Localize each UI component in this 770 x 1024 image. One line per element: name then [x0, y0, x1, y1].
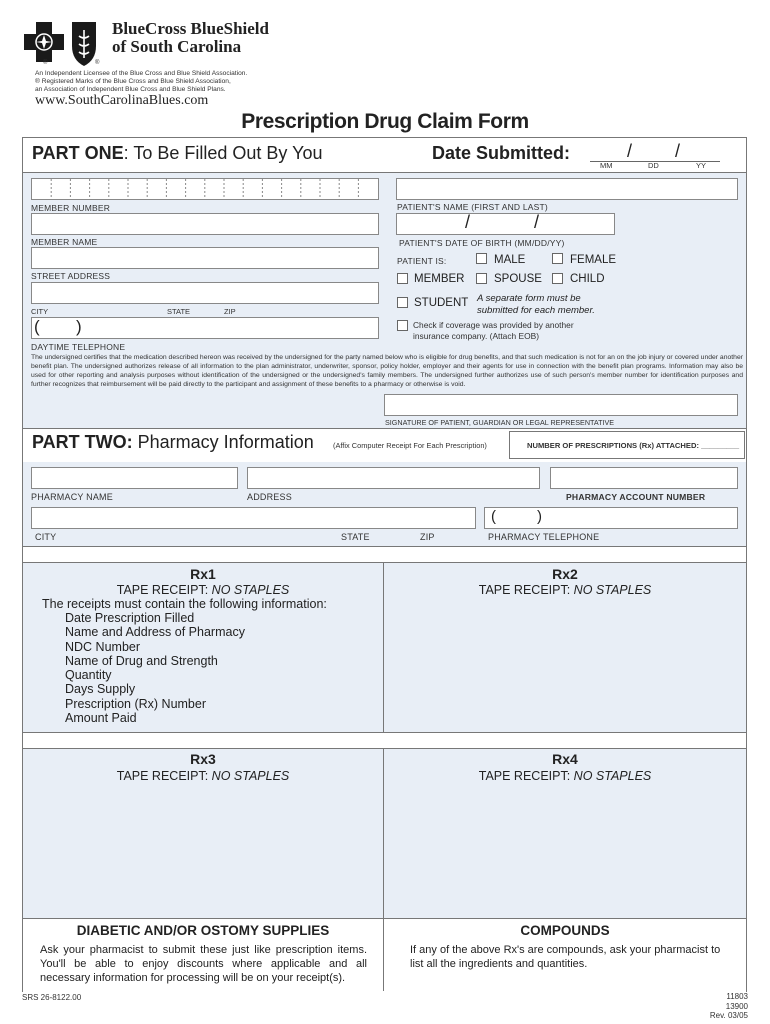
rx4-no-staples: NO STAPLES — [573, 769, 652, 783]
yy-label: YY — [696, 161, 707, 170]
rx2-tape-text: TAPE RECEIPT: — [478, 583, 574, 597]
reg-mark-1: ® — [43, 60, 48, 66]
rx1-tape-text: TAPE RECEIPT: — [116, 583, 212, 597]
rx2-title: Rx2 — [552, 566, 578, 582]
rx4-title: Rx4 — [552, 751, 578, 767]
date-submitted-label: Date Submitted: — [432, 143, 571, 163]
pharmacy-address-input[interactable] — [247, 467, 540, 489]
dd-label: DD — [648, 161, 659, 170]
rx2-no-staples: NO STAPLES — [573, 583, 652, 597]
daytime-telephone-label: DAYTIME TELEPHONE — [31, 342, 126, 352]
patient-is-label: PATIENT IS: — [397, 256, 447, 266]
city-label: CITY — [31, 307, 49, 316]
member-name-input[interactable] — [31, 213, 379, 235]
compounds-title: COMPOUNDS — [520, 923, 610, 938]
female-label: FEMALE — [570, 254, 617, 266]
rx1-tape-note — [23, 583, 383, 597]
part-two-subtitle: Pharmacy Information — [132, 432, 314, 452]
male-checkbox[interactable] — [476, 253, 487, 264]
license-line-2: ® Registered Marks of the Blue Cross and Blue Shield Association, — [35, 78, 231, 86]
pharmacy-name-label: PHARMACY NAME — [31, 492, 113, 502]
required-item: NDC Number — [65, 639, 141, 654]
org-name-line1: BlueCross BlueShield — [112, 19, 269, 38]
reg-mark-2: ® — [95, 60, 100, 66]
required-item: Date Prescription Filled — [65, 611, 195, 625]
diabetic-text: Ask your pharmacist to submit these just like prescription items. You'll be able to enjoy discounts where applicable and all necessary information for processing will be on your receipt(s). — [40, 944, 367, 985]
receipts-intro: The receipts must contain the following information: — [42, 597, 327, 611]
cross-shield-icon — [22, 20, 102, 68]
bcbs-logo — [22, 20, 102, 68]
spouse-checkbox[interactable] — [476, 273, 487, 284]
certification-text: The undersigned certifies that the medication described hereon was received by the undersigned for the party named below who is eligible for drug benefits, and that such medication is not for an on the job injury or covered under another benefit plan. The undersigned authorizes release of all information to the plan administrator, underwriter, sponsor, policy holder, employer and their agents for use in connection with the benefit plan programs. Information may also be used for other reporting and analysis purposes without identification of the undersigned or the undersigned's family members. The undersigned further authorizes use of such person's member number for identification purposes and further recognizes that reimbursement will be paid directly to the participant and assignment of these benefits to a pharmacy or otherwise is void. — [31, 354, 743, 389]
dob-slash-1: / — [465, 212, 471, 232]
date-slash-1: / — [627, 141, 633, 161]
org-name-line2: of South Carolina — [112, 37, 242, 56]
pharmacy-address-label: ADDRESS — [247, 492, 292, 502]
diabetic-title: DIABETIC AND/OR OSTOMY SUPPLIES — [76, 923, 330, 938]
num-rx-label: NUMBER OF PRESCRIPTIONS (Rx) ATTACHED: _________ — [527, 441, 740, 450]
student-label: STUDENT — [414, 297, 469, 309]
member-name-label: MEMBER NAME — [31, 237, 98, 247]
pharmacy-city-input[interactable] — [31, 507, 476, 529]
rx3-tape-note — [23, 769, 383, 783]
rx3-no-staples: NO STAPLES — [211, 769, 290, 783]
rx4-tape-note — [384, 769, 746, 783]
rx1-no-staples: NO STAPLES — [211, 583, 290, 597]
other-coverage-checkbox[interactable] — [397, 320, 408, 331]
member-number-label: MEMBER NUMBER — [31, 203, 111, 213]
part-two-label: PART TWO: — [32, 432, 133, 452]
pharmacy-name-input[interactable] — [31, 467, 238, 489]
patient-dob-input[interactable] — [396, 213, 615, 235]
pharmacy-account-label: PHARMACY ACCOUNT NUMBER — [566, 492, 706, 502]
pharmacy-paren-close: ) — [537, 508, 542, 525]
student-checkbox[interactable] — [397, 297, 408, 308]
member-number-cells — [32, 179, 378, 199]
required-item: Quantity — [65, 668, 112, 683]
female-checkbox[interactable] — [552, 253, 563, 264]
state-label: STATE — [167, 307, 191, 316]
required-item: Amount Paid — [65, 711, 137, 726]
rx4-tape-text: TAPE RECEIPT: — [478, 769, 574, 783]
part-one-title — [32, 143, 322, 164]
separate-form-note: A separate form must be submitted for each member. — [477, 293, 595, 316]
band-2 — [23, 732, 746, 749]
affix-note: (Affix Computer Receipt For Each Prescription) — [333, 441, 487, 450]
patient-name-label: PATIENT'S NAME (FIRST AND LAST) — [397, 202, 548, 212]
pharmacy-telephone-label: PHARMACY TELEPHONE — [488, 532, 600, 542]
license-line-1: An Independent Licensee of the Blue Cross and Blue Shield Association. — [35, 70, 248, 77]
patient-dob-label: PATIENT'S DATE OF BIRTH (MM/DD/YY) — [399, 238, 565, 248]
num-rx-box[interactable] — [509, 431, 745, 459]
required-item: Name of Drug and Strength — [65, 653, 218, 668]
member-label: MEMBER — [414, 273, 465, 285]
rx3-tape-text: TAPE RECEIPT: — [116, 769, 212, 783]
member-number-input[interactable] — [31, 178, 379, 200]
pharmacy-account-input[interactable] — [550, 467, 738, 489]
compounds-text: If any of the above Rx's are compounds, ask your pharmacist to list all the ingredients and quantities. — [410, 944, 721, 971]
street-address-label: STREET ADDRESS — [31, 271, 111, 281]
daytime-telephone-input[interactable] — [31, 317, 379, 339]
required-item: Name and Address of Pharmacy — [65, 625, 245, 640]
child-checkbox[interactable] — [552, 273, 563, 284]
form-code-group — [710, 992, 748, 1021]
member-checkbox[interactable] — [397, 273, 408, 284]
pharmacy-state-label: STATE — [341, 532, 370, 542]
part-two-title — [32, 432, 314, 453]
male-label: MALE — [494, 254, 526, 266]
website[interactable]: www.SouthCarolinaBlues.com — [35, 93, 209, 108]
form-code-2: 13900 — [725, 1001, 748, 1011]
srs-code: SRS 26-8122.00 — [22, 993, 82, 1002]
date-submitted-field[interactable] — [590, 141, 720, 170]
part-one-label: PART ONE — [32, 143, 124, 163]
form-code-1: 11803 — [726, 992, 748, 1001]
rx3-title: Rx3 — [190, 751, 216, 767]
date-slash-2: / — [675, 141, 681, 161]
signature-input[interactable] — [384, 394, 738, 416]
mm-label: MM — [600, 161, 613, 170]
pharmacy-zip-label: ZIP — [420, 532, 435, 542]
required-item: Days Supply — [65, 682, 136, 697]
pharmacy-telephone-input[interactable] — [484, 507, 738, 529]
form-title: Prescription Drug Claim Form — [241, 110, 529, 133]
eob-note: Check if coverage was provided by another insurance company. (Attach EOB) — [413, 320, 574, 341]
spouse-label: SPOUSE — [494, 273, 542, 285]
child-label: CHILD — [570, 273, 605, 285]
rx1-title: Rx1 — [190, 566, 216, 582]
part-one-subtitle: : To Be Filled Out By You — [123, 143, 323, 163]
phone-paren-close: ) — [76, 317, 82, 336]
pharmacy-city-label: CITY — [35, 532, 57, 542]
band-1 — [23, 546, 746, 563]
license-line-3: an Association of Independent Blue Cross and Blue Shield Plans. — [35, 86, 226, 94]
patient-name-input[interactable] — [396, 178, 738, 200]
pharmacy-paren-open: ( — [491, 508, 496, 525]
zip-label: ZIP — [224, 307, 236, 316]
rx2-tape-note — [384, 583, 746, 597]
dob-slash-2: / — [534, 212, 540, 232]
license-text — [35, 70, 247, 95]
phone-paren-open: ( — [34, 317, 40, 336]
city-state-zip-input[interactable] — [31, 282, 379, 304]
street-address-input[interactable] — [31, 247, 379, 269]
required-items-list — [65, 611, 245, 725]
signature-label: SIGNATURE OF PATIENT, GUARDIAN OR LEGAL REPRESENTATIVE — [385, 418, 615, 427]
required-item: Prescription (Rx) Number — [65, 696, 207, 711]
form-revision: Rev. 03/05 — [709, 1011, 748, 1020]
